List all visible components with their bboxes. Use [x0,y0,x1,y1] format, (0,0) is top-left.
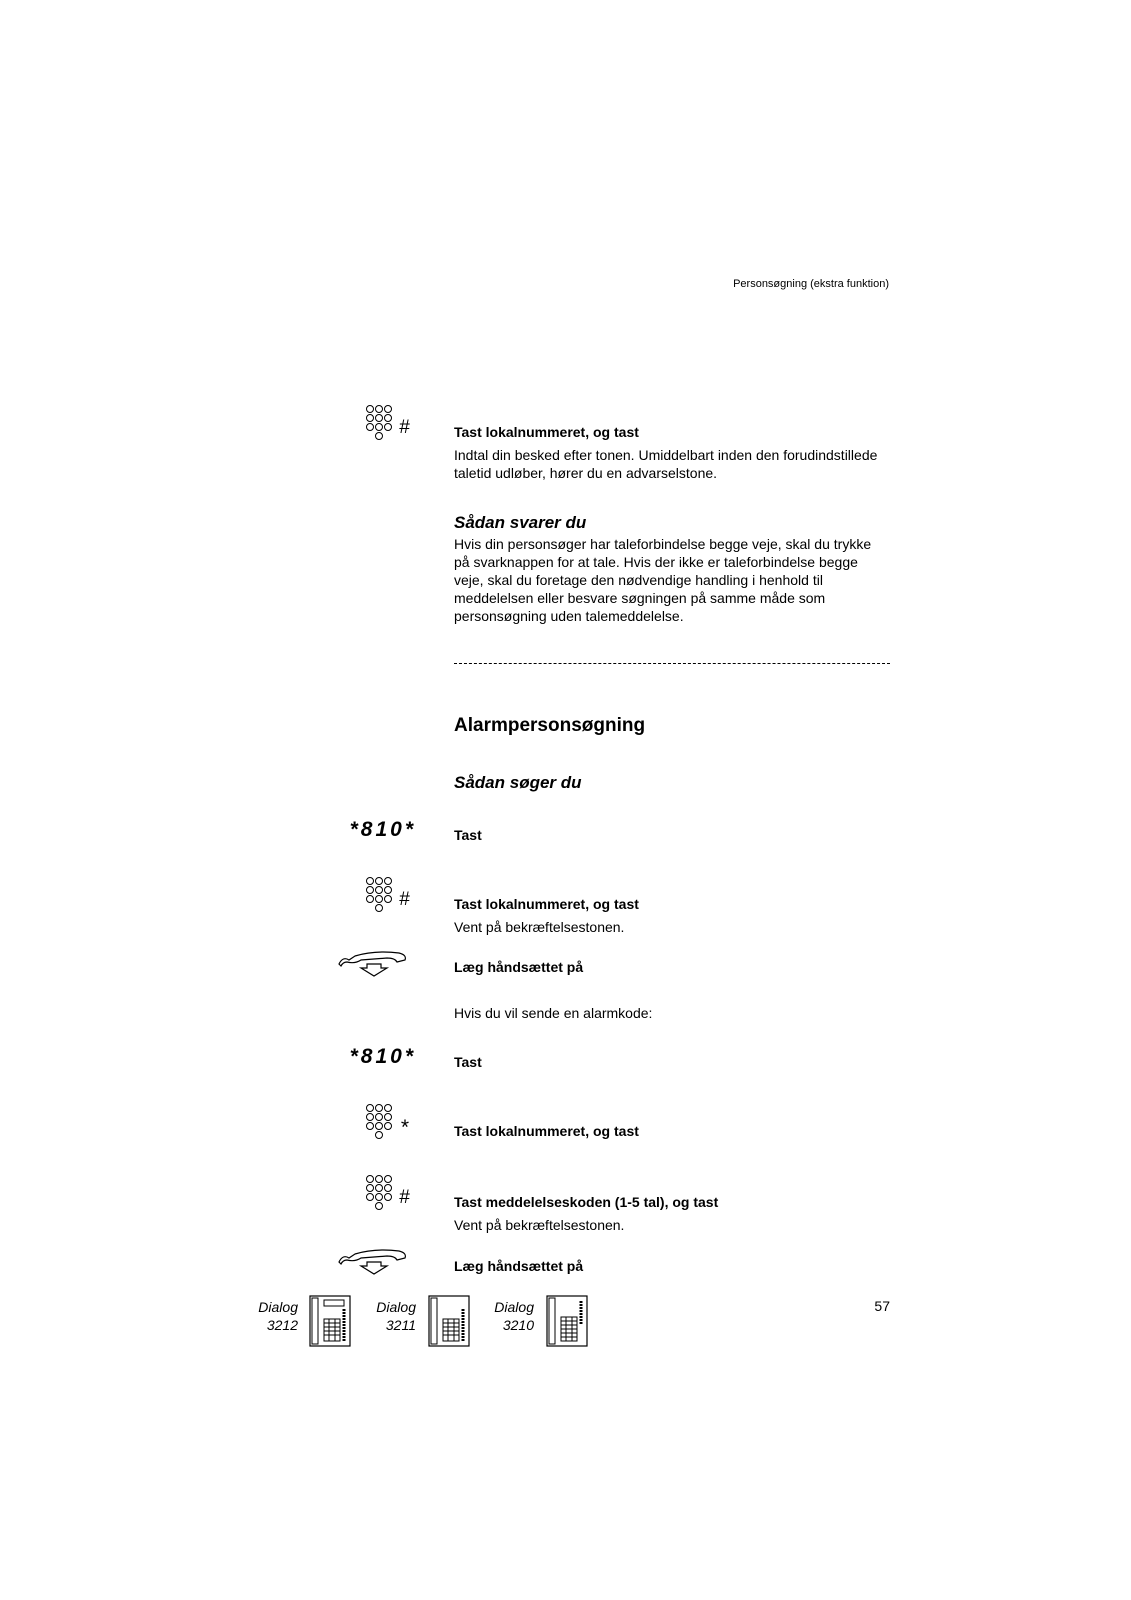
instruction-dial-extension: Tast lokalnummeret, og tast [454,896,639,912]
instruction-note: Indtal din besked efter tonen. Umiddelbart inden den forudindstillede taletid udløber, hører du en advarselstone. [454,447,878,481]
instruction-note: Vent på bekræftelsestonen. [454,919,625,935]
handset-down-icon [337,950,413,983]
instruction-dial-extension: Tast lokalnummeret, og tast [454,424,639,440]
phone-name: Dialog [376,1299,416,1315]
section-divider [454,663,890,664]
section-subtitle: Sådan søger du [454,773,582,792]
page-number: 57 [874,1298,890,1314]
keypad-icon [365,1104,419,1144]
hash-key-icon: # [399,1187,410,1208]
phone-model: 3212 [266,1317,298,1333]
star-key-icon: * [400,1116,409,1139]
footer-phone-label [484,1298,534,1334]
keypad-icon [365,405,419,445]
phone-3211-icon [428,1295,470,1352]
phone-name: Dialog [494,1299,534,1315]
hash-key-icon: # [399,889,410,910]
instruction-enter-message-code: Tast meddelelseskoden (1-5 tal), og tast [454,1194,719,1210]
keypad-icon [365,877,419,917]
phone-3210-icon [546,1295,588,1352]
running-header: Personsøgning (ekstra funktion) [733,278,889,290]
footer-phone-label [248,1298,298,1334]
answer-heading: Sådan svarer du [454,513,587,532]
instruction-dial-extension: Tast lokalnummeret, og tast [454,1123,639,1139]
instruction-hang-up: Læg håndsættet på [454,1258,584,1274]
phone-name: Dialog [258,1299,298,1315]
answer-text: Hvis din personsøger har taleforbindelse begge veje, skal du trykke på svarknappen for at tale. Hvis der ikke er taleforbindelse begge veje, skal du foretage den nødvendige handling i henhold til meddelelsen eller besvare søgningen på samme måde som personsøgning uden talemeddelelse. [454,536,872,624]
key-code-810: *810* [349,818,416,841]
instruction-press: Tast [454,1054,482,1070]
handset-down-icon [337,1248,413,1281]
keypad-icon [365,1175,419,1215]
instruction-hang-up: Læg håndsættet på [454,959,584,975]
instruction-press: Tast [454,827,482,843]
phone-3212-icon [309,1295,351,1352]
key-code-810: *810* [349,1045,416,1068]
hash-key-icon: # [399,417,410,438]
footer-phone-label [366,1298,416,1334]
section-title: Alarmpersonsøgning [454,715,646,736]
phone-model: 3210 [502,1317,534,1333]
alarm-intro: Hvis du vil sende en alarmkode: [454,1005,653,1021]
phone-model: 3211 [385,1317,416,1333]
instruction-note: Vent på bekræftelsestonen. [454,1217,625,1233]
